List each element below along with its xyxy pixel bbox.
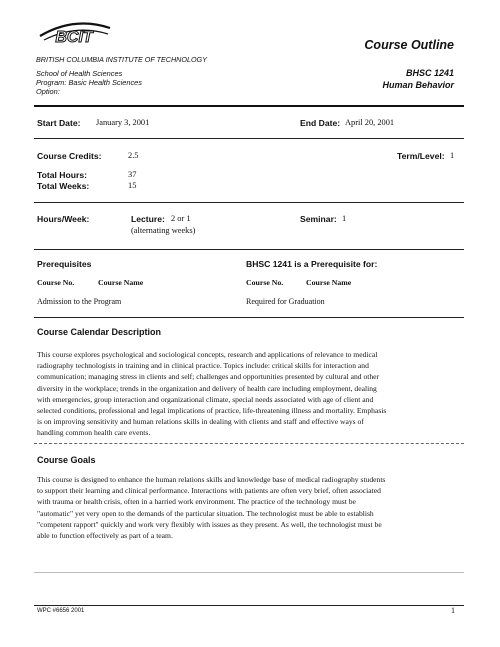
prerequisites-title: Prerequisites	[37, 259, 92, 269]
goals-title: Course Goals	[37, 455, 96, 465]
page-number: 1	[451, 606, 455, 615]
doc-type-title: Course Outline	[364, 38, 454, 52]
calendar-line: communication; managing stress in clients and self; challenges and opportunities presented by cultural and other	[37, 372, 380, 382]
hours-divider	[34, 249, 464, 250]
goals-description	[37, 474, 461, 541]
prereq-entry: Admission to the Program	[37, 297, 122, 306]
calendar-line: radiography technologists in training and in clinical practice. Topics include: critical skills for interaction and	[37, 361, 369, 371]
left-col-course-name: Course Name	[98, 278, 144, 287]
option-label: Option:	[36, 87, 60, 96]
goals-line: "automatic" yet very open to the demands of the particular situation. The technologist must be able to establish	[37, 508, 374, 518]
course-code: BHSC 1241	[405, 68, 454, 78]
prerequisite-for-title: BHSC 1241 is a Prerequisite for:	[246, 259, 378, 269]
seminar-value: 1	[342, 214, 347, 223]
calendar-line: diversity in the workplace; trends in the organization and delivery of health care including employment, dealing	[37, 383, 377, 393]
right-col-course-no: Course No.	[246, 278, 284, 287]
goals-line: with trauma or health crisis, often in a harried work environment. The practice of the technology must be	[37, 497, 356, 507]
goals-line: to support their learning and clinical performance. Interactions with patients are often very brief, often associated	[37, 486, 381, 496]
calendar-line: is on improving sensitivity and human relations skills in dealing with clients and staff and effective ways of	[37, 417, 364, 427]
lecture-value: 2 or 1	[171, 214, 191, 223]
credits-label: Course Credits:	[37, 151, 102, 161]
course-title: Human Behavior	[382, 80, 454, 90]
lecture-label: Lecture:	[131, 214, 165, 224]
left-col-course-no: Course No.	[37, 278, 75, 287]
school-name: School of Health Sciences	[36, 69, 123, 78]
total-hours-value: 37	[128, 170, 137, 179]
footer-divider	[34, 605, 464, 606]
end-date-value: April 20, 2001	[345, 118, 395, 127]
goals-line: "competent rapport" quickly and work very flexibly with issues as they present. As well, the technologist must be	[37, 519, 382, 529]
goals-divider	[34, 572, 464, 573]
footer-code: WPC #6656 2001	[37, 608, 85, 614]
term-level-value: 1	[450, 151, 455, 160]
credits-value: 2.5	[128, 151, 139, 160]
goals-line: This course is designed to enhance the human relations skills and knowledge base of medical radiography students	[37, 475, 386, 484]
start-date-label: Start Date:	[37, 118, 81, 128]
prereq-for-entry: Required for Graduation	[246, 297, 325, 306]
total-hours-label: Total Hours:	[37, 170, 87, 180]
header-divider	[34, 105, 464, 107]
end-date-label: End Date:	[300, 118, 341, 128]
hours-week-label: Hours/Week:	[37, 214, 90, 224]
lecture-note: (alternating weeks)	[131, 226, 196, 235]
program-name: Program: Basic Health Sciences	[36, 78, 142, 87]
calendar-line: selected conditions, professional and legal implications of practice, life-threatening illness and mortality. Emphasis	[37, 406, 387, 416]
start-date-value: January 3, 2001	[96, 118, 150, 127]
calendar-divider	[34, 443, 464, 444]
calendar-line: with emergencies, group interaction and organizational climate, special needs associated with age of client and	[37, 394, 374, 404]
calendar-description	[37, 349, 461, 439]
seminar-label: Seminar:	[300, 214, 337, 224]
calendar-line: handling common health care events.	[37, 428, 151, 438]
term-level-label: Term/Level:	[397, 151, 445, 161]
bcit-logo-text: BCIT	[55, 29, 93, 46]
institute-name: BRITISH COLUMBIA INSTITUTE OF TECHNOLOGY	[36, 55, 207, 64]
right-col-course-name: Course Name	[306, 278, 352, 287]
dates-divider	[34, 138, 464, 139]
total-weeks-label: Total Weeks:	[37, 181, 90, 191]
prereq-divider	[34, 317, 464, 318]
total-weeks-value: 15	[128, 181, 137, 190]
bcit-logo	[34, 14, 114, 54]
credits-divider	[34, 202, 464, 203]
goals-line: able to function effectively as part of a team.	[37, 531, 173, 541]
calendar-line: This course explores psychological and sociological concepts, research and applications of relevance to medical	[37, 350, 378, 359]
calendar-title: Course Calendar Description	[37, 327, 162, 337]
